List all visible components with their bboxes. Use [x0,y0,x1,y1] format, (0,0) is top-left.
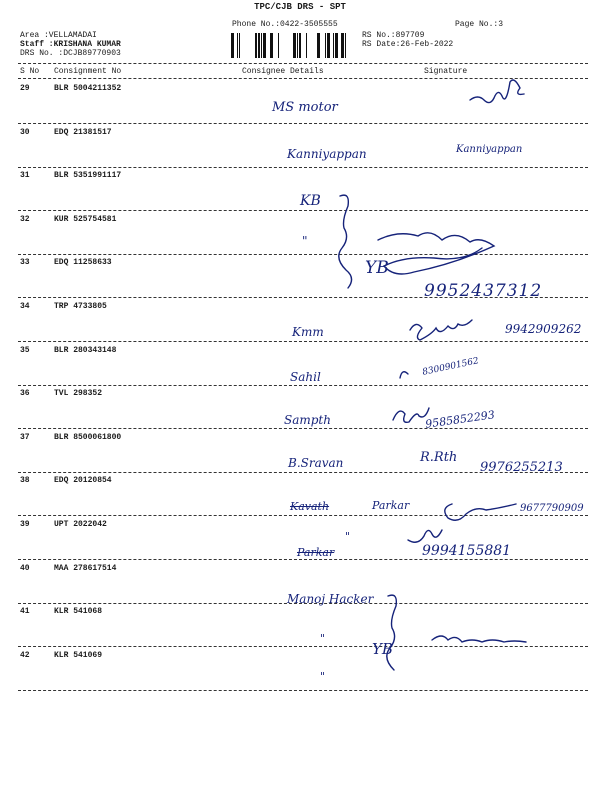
row-consignment-number: UPT 2022042 [54,520,107,529]
handwritten-name: Kavath [290,500,330,513]
handwritten-name: Kanniyappan [287,147,367,161]
row-consignment-number: EDQ 20120854 [54,476,112,485]
page-number: Page No.:3 [455,20,504,29]
handwritten-name: B.Sravan [288,456,344,470]
row-sno: 34 [20,302,30,311]
row-sno: 41 [20,607,30,616]
row-consignment-number: BLR 5004211352 [54,84,122,93]
row-consignment-number: EDQ 21381517 [54,128,112,137]
row-sno: 39 [20,520,30,529]
phone-number: Phone No.:0422-3505555 [232,20,338,29]
handwritten-phone: 9585852293 [424,408,496,431]
ditto-mark: " [302,234,308,248]
row-consignment-number: BLR 8500061800 [54,433,122,442]
row-sno: 29 [20,84,30,93]
signature-scribble [445,504,516,520]
handwritten-name: Sahil [290,370,321,384]
row-consignment-number: TRP 4733805 [54,302,107,311]
signature-scribble [378,233,494,274]
handwritten-name: Kmm [292,325,324,339]
row-consignment-number: BLR 280343148 [54,346,117,355]
rs-number: RS No.:897709 [362,31,425,40]
handwritten-phone: 9942909262 [505,322,582,336]
ditto-mark: " [320,670,326,683]
handwritten-signature: Kanniyappan [456,144,523,155]
row-consignment-number: BLR 5351991117 [54,171,122,180]
row-sno: 42 [20,651,30,660]
signature-scribble [400,372,408,378]
handwritten-name: Parkar [297,546,335,559]
handwritten-phone: 9952437312 [424,281,543,301]
handwritten-name: MS motor [272,100,338,115]
signature-scribble [470,80,524,103]
document-title: TPC/CJB DRS - SPT [254,2,346,12]
column-header-sno: S No [20,67,40,76]
column-header-consignment: Consignment No [54,67,122,76]
row-sno: 35 [20,346,30,355]
signature-scribble [339,195,352,288]
row-sno: 37 [20,433,30,442]
column-header-consignee: Consignee Details [242,67,324,76]
signature-scribble [432,636,526,642]
rs-date: RS Date:26-Feb-2022 [362,40,454,49]
signature-scribble [387,595,397,670]
row-sno: 38 [20,476,30,485]
handwritten-name: YB [365,258,389,278]
row-sno: 40 [20,564,30,573]
handwritten-name: Parkar [372,499,410,512]
handwritten-name: Sampth [284,413,331,427]
staff-label: Staff :KRISHANA KUMAR [20,40,121,49]
row-sno: 31 [20,171,30,180]
area-label: Area :VELLAMADAI [20,31,97,40]
handwritten-phone: 8300901562 [421,356,480,378]
row-consignment-number: MAA 278617514 [54,564,117,573]
drs-number: DRS No. :DCJB89770903 [20,49,121,58]
handwritten-name: YB [372,640,393,658]
handwritten-name: Manoj Hacker [287,592,374,606]
row-sno: 30 [20,128,30,137]
handwritten-phone: 9994155881 [422,543,512,559]
column-header-signature: Signature [424,67,468,76]
handwritten-name: KB [300,193,321,209]
handwritten-phone: 9677790909 [520,503,584,514]
ditto-mark: " [320,632,326,645]
signature-scribble [408,530,442,542]
row-consignment-number: KLR 541069 [54,651,103,660]
signature-scribble [410,320,472,340]
row-consignment-number: TVL 298352 [54,389,103,398]
row-sno: 33 [20,258,30,267]
row-consignment-number: KUR 525754581 [54,215,117,224]
handwritten-signature: R.Rth [420,450,458,465]
handwritten-phone: 9976255213 [480,460,563,475]
row-sno: 36 [20,389,30,398]
row-consignment-number: KLR 541068 [54,607,103,616]
row-sno: 32 [20,215,30,224]
signature-scribble [393,408,429,422]
row-consignment-number: EDQ 11258633 [54,258,112,267]
ditto-mark: " [345,530,351,543]
